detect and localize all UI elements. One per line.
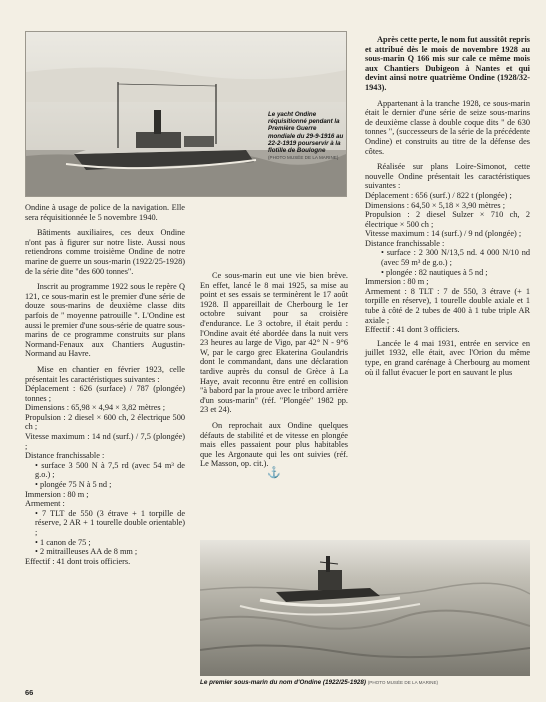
column-3 [365, 35, 530, 383]
spec-item: Propulsion : 2 diesel × 600 ch, 2 électrique 500 ch ; [25, 412, 185, 432]
spec-item: • plongée 75 N à 5 nd ; [35, 480, 112, 490]
spec-item: Propulsion : 2 diesel Sulzer × 710 ch, 2 électrique × 500 ch ; [365, 210, 530, 229]
yacht-photo-caption [268, 111, 344, 161]
col3-paragraph-4: Lancée le 4 mai 1931, entrée en service en juillet 1932, elle était, avec l'Orion du même type, en grand carénage à Cherbourg au moment où il fallut évacuer le port en sauvant le plus [365, 338, 530, 377]
submarine-photo-caption [200, 679, 530, 686]
spec-item: Effectif : 41 dont trois officiers. [25, 556, 131, 566]
submarine-caption-text: Le premier sous-marin du nom d'Ondine (1922/25-1928) [200, 679, 366, 686]
submarine-illustration [200, 540, 530, 676]
spec-item: Immersion : 80 m ; [25, 489, 89, 499]
spec-item: Vitesse maximum : 14 nd (surf.) / 7,5 (plongée) ; [25, 432, 185, 451]
col3-spec-list [365, 191, 530, 335]
col1-spec-list [25, 384, 185, 566]
spec-item: Armement : 8 TLT : 7 de 550, 3 étrave (+ 1 torpille en réserve), 1 tourelle double axiale et 1 tube à côté de 2 tubes de 400 à 1 tube triple AR axiale ; [365, 286, 530, 325]
spec-item: Distance franchissable : [365, 238, 445, 248]
spec-item: Déplacement : 626 (surface) / 787 (plongée) tonnes ; [25, 384, 185, 403]
spec-item: • surface : 2 300 N/13,5 nd. 4 000 N/10 nd (avec 59 m³ de g.o.) ; [381, 248, 530, 268]
col2-paragraph-1: Ce sous-marin eut une vie bien brève. En effet, lancé le 8 mai 1925, sa mise au point et ses essais se terminèrent le 17 août 1928. Il appareillait de Cherbourg le 1er octobre suivant pour sa croisière d'endurance. Le 3 octobre, il était perdu : l'Ondine avait été abordée dans la nuit vers 23 heures au large de Vigo, par 42° N - 9°6 W, par le cargo grec Ekaterina Goulandris dont le commandant, dans une déclaration tardive auprès du consul de Grèce à La Haye, avait reconnu être entré en collision "à babord par la proue avec le tribord arrière d'un sous-marin" (réf. "Plongée" 1982 pp. 23 et 24). [200, 271, 348, 415]
spec-item: Effectif : 41 dont 3 officiers. [365, 325, 460, 335]
column-2 [200, 271, 348, 475]
column-1 [25, 203, 185, 566]
page-number: 66 [25, 688, 34, 697]
spec-item: Déplacement : 656 (surf.) / 822 t (plongée) ; [365, 190, 512, 200]
col2-paragraph-2: On reprochait aux Ondine quelques défauts de stabilité et de vitesse en plongée mais elles passaient pour plus habitables que les Argonaute qui les ont suivies (réf. Le Masson, op. cit.). [200, 420, 348, 469]
spec-item: Dimensions : 64,50 × 5,18 × 3,90 mètres ; [365, 200, 506, 210]
col3-paragraph-1: Après cette perte, le nom fut aussitôt repris et attribué dès le mois de novembre 1928 au sous-marin Q 166 mis sur cale ce même mois aux Chantiers Dubigeon à Nantes et qui devint ainsi notre quatrième Ondine (1928/32-1943). [365, 35, 530, 92]
col1-paragraph-2: Bâtiments auxiliaires, ces deux Ondine n'ont pas à figurer sur notre liste. Aussi nous retiendrons comme troisième Ondine de notre marine de guerre un sous-marin (1922/25-1928) de la série dite "des 600 tonnes". [25, 228, 185, 276]
col3-paragraph-2: Appartenant à la tranche 1928, ce sous-marin était le dernier d'une série de seize sous-marins de deuxième classe à double coque dits " de 630 tonnes ", (successeurs de la série de la précédente Ondine) et construits au titre de la défense des côtes. [365, 98, 530, 156]
spec-item: • plongée : 82 nautiques à 5 nd ; [381, 267, 488, 277]
spec-item: Dimensions : 65,98 × 4,94 × 3,82 mètres ; [25, 403, 166, 413]
spec-item: Vitesse maximum : 14 (surf.) / 9 nd (plongée) ; [365, 229, 522, 239]
col1-paragraph-4: Mise en chantier en février 1923, celle présentait les caractéristiques suivantes : [25, 364, 185, 384]
col1-paragraph-3: Inscrit au programme 1922 sous le repère Q 121, ce sous-marin est le premier d'une série de douze sous-marins de deuxième classe dits parfois de " moyenne patrouille ". L'Ondine est aussi le premier d'une sous-série de quatre sous-marins de ce programme construits sur plans Normand-Fenaux aux Chantiers Augustin-Normand au Havre. [25, 282, 185, 359]
spec-item: Distance franchissable : [25, 451, 105, 461]
col1-paragraph-1: Ondine à usage de police de la navigation. Elle sera réquisitionnée le 5 novembre 1940. [25, 203, 185, 222]
submarine-caption-credit: (PHOTO MUSÉE DE LA MARINE) [367, 680, 439, 685]
submarine-photo [200, 540, 530, 676]
spec-item: Armement : [25, 499, 65, 509]
spec-item: • surface 3 500 N à 7,5 rd (avec 54 m³ de g.o.) ; [35, 460, 185, 480]
spec-item: • 1 canon de 75 ; [35, 537, 91, 547]
spec-item: Immersion : 80 m ; [365, 277, 429, 287]
yacht-caption-text: Le yacht Ondine réquisitionné pendant la Première Guerre mondiale du 29-9-1916 au 22-2-1919 pourservir à la flotille de Boulogne [268, 111, 344, 155]
col3-paragraph-3: Réalisée sur plans Loire-Simonot, cette nouvelle Ondine présentait les caractéristiques suivantes : [365, 162, 530, 191]
anchor-icon: ⚓ [267, 467, 281, 479]
spec-item: • 7 TLT de 550 (3 étrave + 1 torpille de réserve, 2 AR + 1 tourelle double orientable) ; [35, 508, 185, 537]
yacht-caption-credit: (PHOTO MUSÉE DE LA MARINE) [268, 155, 339, 161]
spec-item: • 2 mitrailleuses AA de 8 mm ; [35, 547, 138, 557]
